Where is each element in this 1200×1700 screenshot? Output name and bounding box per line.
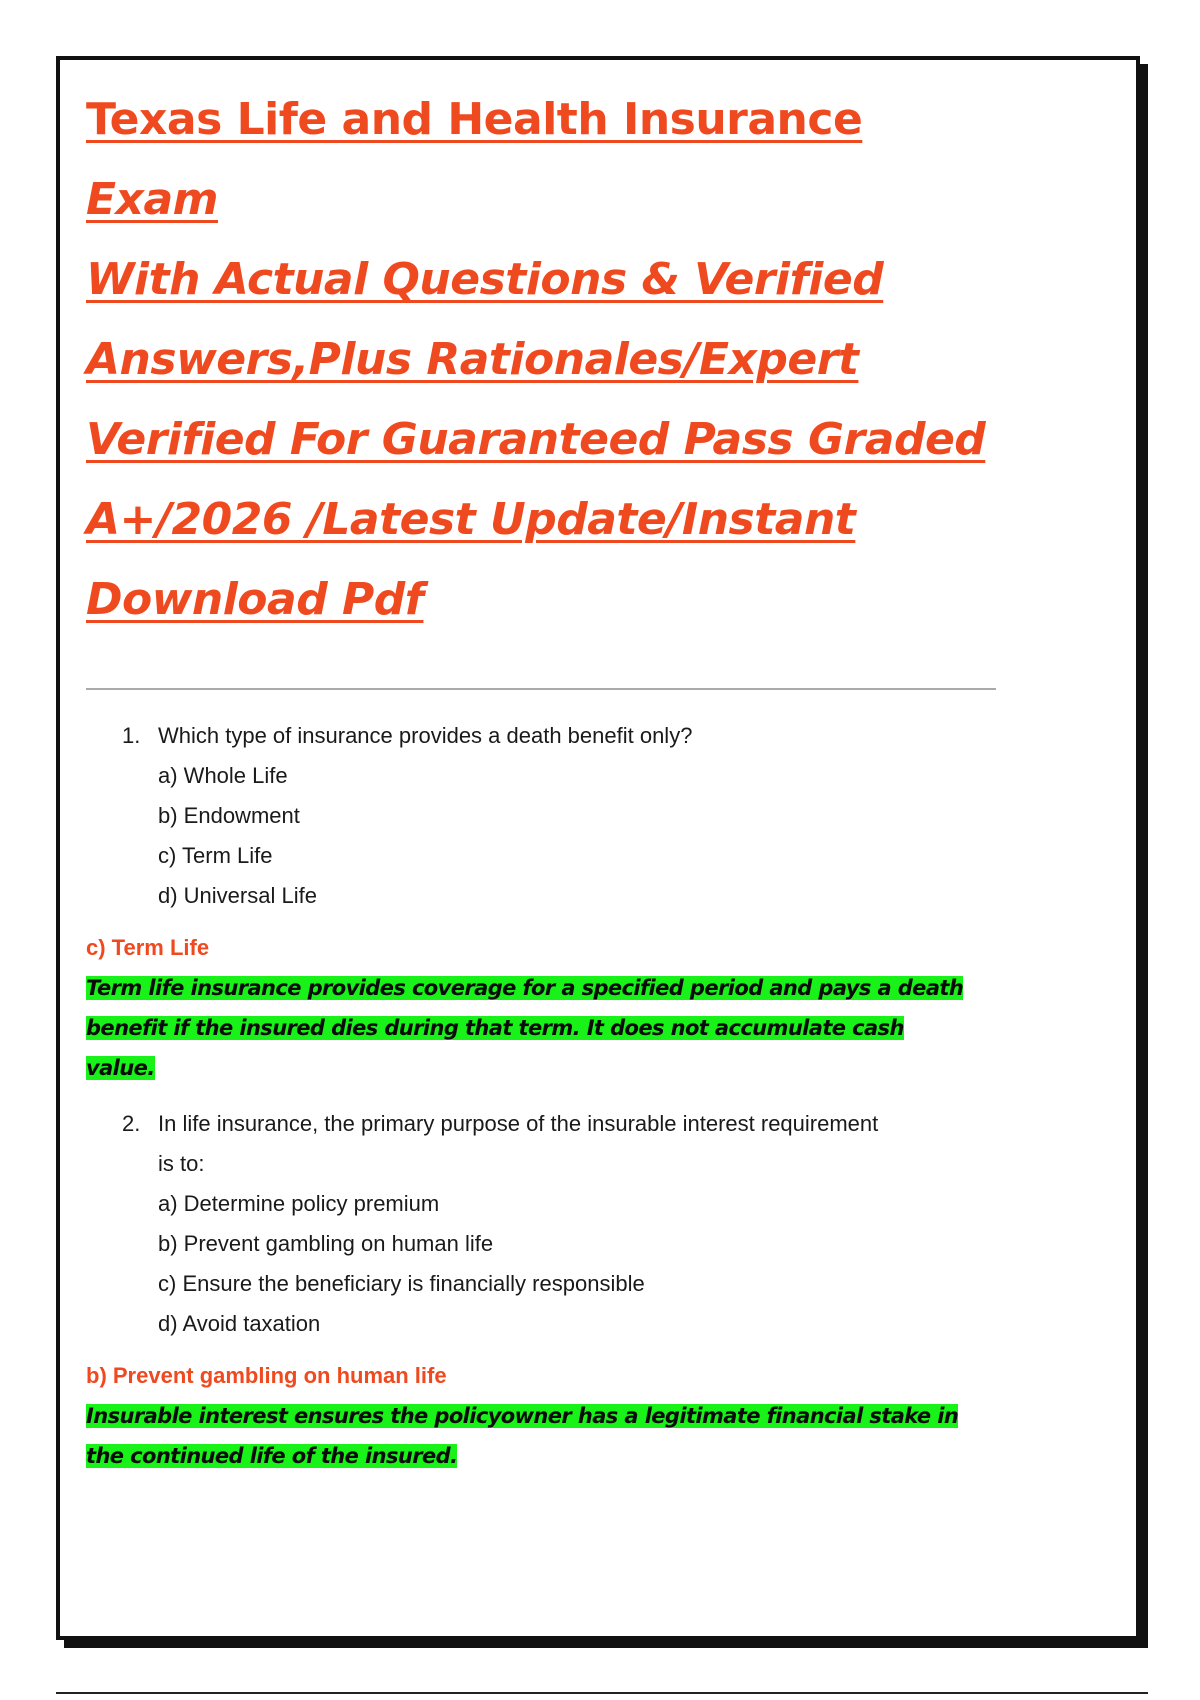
question-1-option-a: a) Whole Life [158, 763, 288, 788]
question-1-options [122, 756, 996, 916]
title-line-6-text: Download Pdf [86, 574, 424, 625]
question-1-number: 1. [122, 723, 141, 748]
rationale-line [86, 1396, 996, 1436]
rationale-highlight: value. [86, 1056, 155, 1080]
question-1-rationale [86, 968, 996, 1088]
question-2-number: 2. [122, 1111, 141, 1136]
title-line-2 [86, 240, 996, 320]
title-line-5 [86, 480, 996, 560]
question-2-option-c: c) Ensure the beneficiary is financially responsible [158, 1271, 645, 1296]
rationale-line [86, 1008, 996, 1048]
document-title [86, 80, 996, 640]
question-2-option-d: d) Avoid taxation [158, 1311, 321, 1336]
title-line-3-text: Answers,Plus Rationales/Expert [86, 334, 859, 385]
title-line-1 [86, 80, 996, 240]
question-2-stem [122, 1104, 996, 1184]
question-2 [122, 1104, 996, 1344]
document-content [86, 80, 996, 1476]
section-divider [86, 688, 996, 690]
question-1-option-b: b) Endowment [158, 803, 300, 828]
title-line-1-text: Texas Life and Health Insurance [86, 94, 863, 145]
title-line-2-text: With Actual Questions & Verified [86, 254, 884, 305]
question-1 [122, 716, 996, 916]
rationale-highlight: the continued life of the insured. [86, 1444, 458, 1468]
rationale-line [86, 1048, 996, 1088]
rationale-line [86, 1436, 996, 1476]
question-1-answer: c) Term Life [86, 935, 210, 960]
question-1-text: Which type of insurance provides a death benefit only? [158, 723, 693, 748]
rationale-highlight: Insurable interest ensures the policyowner has a legitimate financial stake in [86, 1404, 959, 1428]
title-line-1-emphasis: Exam [86, 174, 218, 225]
question-2-options [122, 1184, 996, 1344]
question-1-option-d: d) Universal Life [158, 883, 317, 908]
bottom-rule [56, 1692, 1148, 1694]
rationale-highlight: Term life insurance provides coverage for a specified period and pays a death [86, 976, 964, 1000]
question-2-rationale [86, 1396, 996, 1476]
question-2-answer: b) Prevent gambling on human life [86, 1363, 447, 1388]
question-1-option-c: c) Term Life [158, 843, 273, 868]
question-1-stem [122, 716, 996, 756]
rationale-highlight: benefit if the insured dies during that term. It does not accumulate cash [86, 1016, 904, 1040]
question-2-text: In life insurance, the primary purpose of the insurable interest requirement is to: [158, 1111, 879, 1176]
title-line-6 [86, 560, 996, 640]
question-2-option-b: b) Prevent gambling on human life [158, 1231, 494, 1256]
title-line-5-text: A+/2026 /Latest Update/Instant [86, 494, 856, 545]
rationale-line [86, 968, 996, 1008]
title-line-3 [86, 320, 996, 400]
title-line-4-text: Verified For Guaranteed Pass Graded [86, 414, 986, 465]
title-line-4 [86, 400, 996, 480]
question-2-option-a: a) Determine policy premium [158, 1191, 440, 1216]
